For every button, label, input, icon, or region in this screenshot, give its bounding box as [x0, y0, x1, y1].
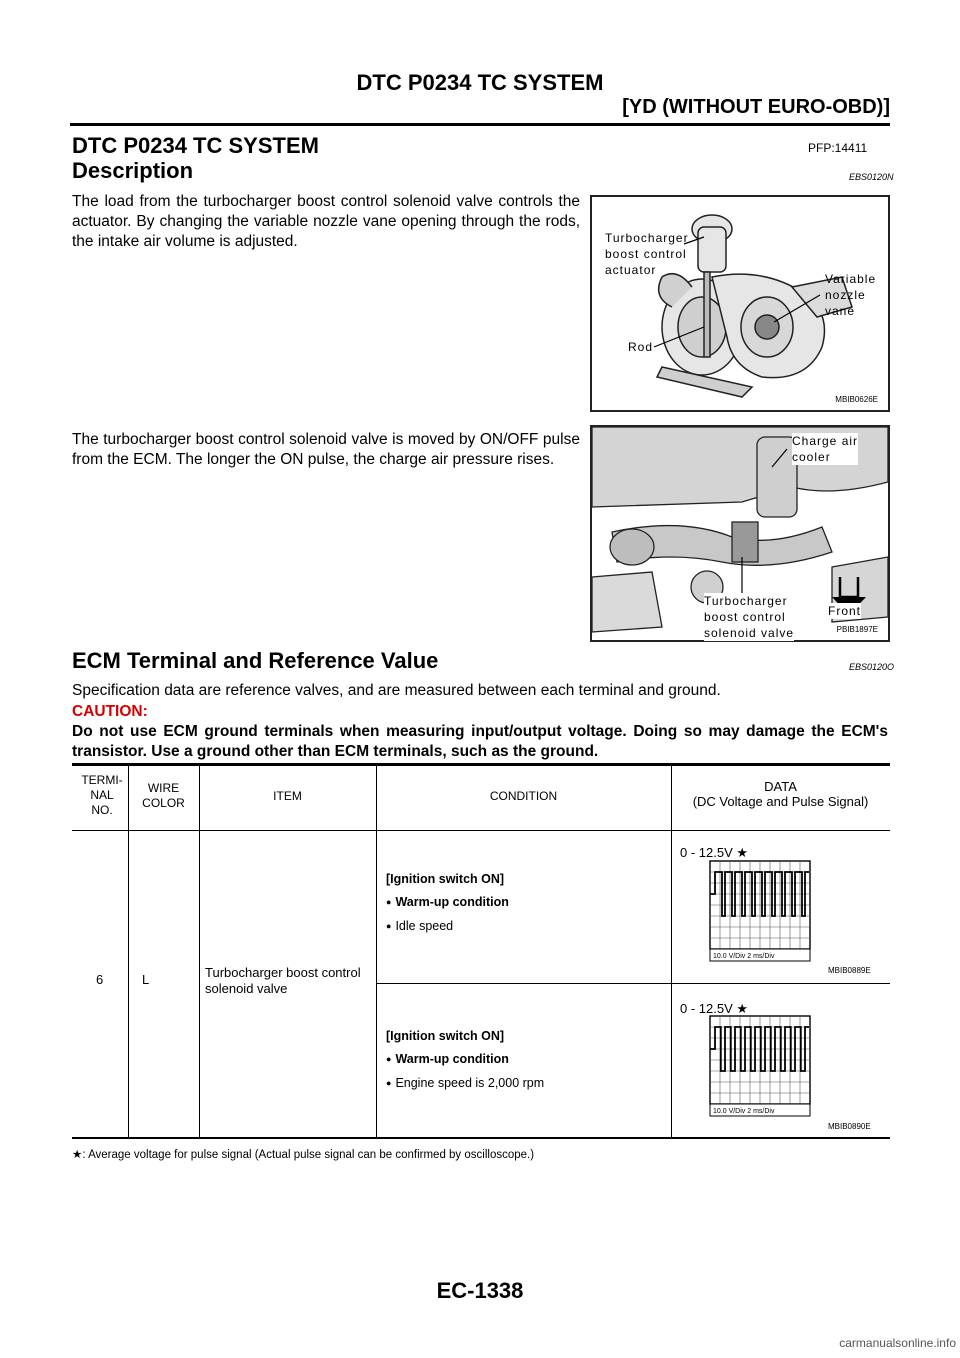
- header-title: DTC P0234 TC SYSTEM: [356, 70, 604, 95]
- caution-text: Do not use ECM ground terminals when measuring input/output voltage. Doing so may damage the ECM's transistor. Use a ground other than ECM terminals, such as the ground.: [72, 723, 888, 760]
- row2-fig-id: MBIB0890E: [828, 1122, 871, 1131]
- figure2-id: PBIB1897E: [836, 625, 878, 634]
- row2-condition: [386, 1025, 544, 1096]
- description-para-2: The turbocharger boost control solenoid valve is moved by ON/OFF pulse from the ECM. The longer the ON pulse, the charge air pressure rises.: [72, 431, 580, 468]
- label-charge-air-cooler: Charge air cooler: [792, 434, 859, 464]
- footnote: [72, 1147, 534, 1161]
- th-item: ITEM: [273, 789, 302, 803]
- table-row-divider: [376, 983, 890, 984]
- description-heading-row: [72, 158, 193, 184]
- row2-scope-label: 10.0 V/Div 2 ms/Div: [713, 1108, 775, 1115]
- th-data: DATA (DC Voltage and Pulse Signal): [692, 779, 869, 809]
- ecm-heading-row: [72, 648, 438, 674]
- page-number: EC-1338: [436, 1278, 524, 1303]
- row2-bullet-1: Warm-up condition: [395, 1052, 509, 1066]
- row1-condition: [386, 868, 509, 939]
- row2-cond-title: [Ignition switch ON]: [386, 1029, 505, 1043]
- cell-item: Turbocharger boost control solenoid valve: [205, 965, 361, 996]
- solenoid-valve-figure: [590, 425, 890, 642]
- caution-label: CAUTION:: [72, 703, 148, 720]
- table-col-divider: [199, 766, 200, 1137]
- table-top-rule: [72, 763, 890, 766]
- row1-bullet-2: Idle speed: [395, 919, 454, 933]
- section-title: DTC P0234 TC SYSTEM: [72, 133, 319, 158]
- description-tag: EBS0120N: [849, 172, 894, 182]
- th-wire-color: WIRE COLOR: [142, 781, 185, 810]
- pfp-code: PFP:14411: [808, 141, 868, 155]
- row1-fig-id: MBIB0889E: [828, 966, 871, 975]
- th-condition: CONDITION: [489, 789, 558, 803]
- ecm-intro: Specification data are reference valves, and are measured between each terminal and ground.: [72, 682, 721, 699]
- description-heading: Description: [72, 158, 194, 183]
- row1-bullet-1: Warm-up condition: [395, 895, 509, 909]
- description-para-1: The load from the turbocharger boost control solenoid valve controls the actuator. By changing the variable nozzle vane opening through the rods, the intake air volume is adjusted.: [72, 193, 580, 250]
- ecm-tag: EBS0120O: [849, 662, 895, 672]
- header-rule: [70, 123, 890, 126]
- figure1-id: MBIB0626E: [835, 395, 878, 404]
- row2-oscilloscope: [709, 1015, 811, 1117]
- label-solenoid-valve: Turbocharger boost control solenoid valve: [704, 594, 795, 640]
- header-subtitle: [YD (WITHOUT EURO-OBD)]: [622, 96, 890, 118]
- table-header-rule: [72, 830, 890, 831]
- star-icon: ★: [736, 845, 749, 860]
- turbocharger-figure: [590, 195, 890, 412]
- star-icon: ★: [72, 1149, 83, 1161]
- table-col-divider: [128, 766, 129, 1137]
- ecm-heading: ECM Terminal and Reference Value: [72, 648, 439, 673]
- star-icon: ★: [736, 1001, 749, 1016]
- row1-voltage: 0 - 12.5V: [680, 845, 733, 860]
- row1-voltage-line: [680, 845, 748, 861]
- table-col-divider: [671, 766, 672, 1137]
- footnote-text: : Average voltage for pulse signal (Actual pulse signal can be confirmed by oscilloscope.): [82, 1149, 535, 1161]
- row2-voltage: 0 - 12.5V: [680, 1001, 733, 1016]
- row1-oscilloscope: [709, 860, 811, 962]
- watermark: carmanualsonline.info: [839, 1336, 956, 1350]
- label-rod: Rod: [628, 340, 654, 354]
- cell-terminal: 6: [96, 972, 104, 987]
- row1-scope-label: 10.0 V/Div 2 ms/Div: [713, 953, 775, 960]
- row1-cond-title: [Ignition switch ON]: [386, 872, 505, 886]
- row2-bullet-2: Engine speed is 2,000 rpm: [395, 1076, 545, 1090]
- table-bottom-rule: [72, 1137, 890, 1139]
- cell-wire-color: L: [142, 972, 150, 987]
- label-vane: Variable nozzle vane: [825, 272, 877, 318]
- th-terminal: TERMI- NAL NO.: [81, 773, 123, 817]
- table-col-divider: [376, 766, 377, 1137]
- label-front: Front: [828, 604, 862, 618]
- label-actuator: Turbocharger boost control actuator: [605, 231, 689, 277]
